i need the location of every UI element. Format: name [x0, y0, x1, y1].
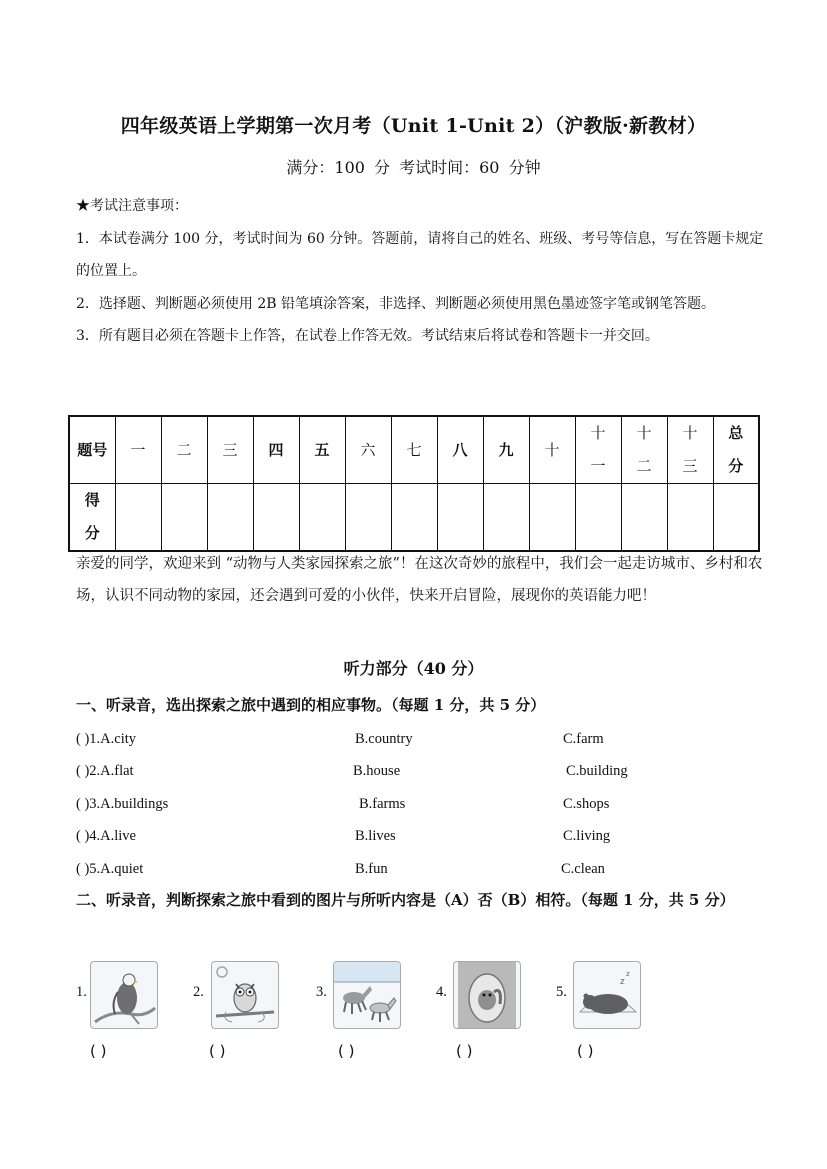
- page-title: 四年级英语上学期第一次月考（Unit 1-Unit 2）（沪教版·新教材）: [120, 115, 707, 137]
- column-header: 十一: [575, 416, 621, 484]
- picture-number: 4.: [436, 984, 447, 1000]
- question-option-a[interactable]: ( )3.A.buildings: [76, 796, 169, 812]
- note-item: 3．所有题目必须在答题卡上作答，在试卷上作答无效。考试结束后将试卷和答题卡一并交回。: [76, 328, 659, 344]
- squirrel-icon: [453, 961, 521, 1029]
- answer-blank[interactable]: ( ): [577, 1042, 594, 1060]
- score-cell[interactable]: [667, 484, 713, 552]
- score-label-cell: 得分: [69, 484, 115, 552]
- score-cell[interactable]: [437, 484, 483, 552]
- answer-blank[interactable]: ( ): [338, 1042, 355, 1060]
- question-option-b[interactable]: B.country: [355, 731, 413, 747]
- note-item: 1．本试卷满分 100 分，考试时间为 60 分钟。答题前，请将自己的姓名、班级、考号等信息，写在答题卡规定的位置上。: [76, 230, 764, 279]
- svg-text:z: z: [626, 970, 630, 978]
- score-cell[interactable]: [299, 484, 345, 552]
- score-cell[interactable]: [713, 484, 759, 552]
- answer-blank[interactable]: ( ): [209, 1042, 226, 1060]
- question-option-a[interactable]: ( )1.A.city: [76, 731, 136, 747]
- column-header: 二: [161, 416, 207, 484]
- horses-icon: [333, 961, 401, 1029]
- eagle-icon: [90, 961, 158, 1029]
- column-header: 七: [391, 416, 437, 484]
- question-option-b[interactable]: B.fun: [355, 861, 388, 877]
- picture-number: 2.: [193, 984, 204, 1000]
- score-cell[interactable]: [621, 484, 667, 552]
- question-option-b[interactable]: B.house: [353, 763, 401, 779]
- score-cell[interactable]: [483, 484, 529, 552]
- intro-paragraph: 亲爱的同学，欢迎来到 “动物与人类家园探索之旅”！在这次奇妙的旅程中，我们会一起走访城市、乡村和农场，认识不同动物的家园，还会遇到可爱的小伙伴，快来开启冒险，展现你的英语能力吧！: [76, 556, 763, 604]
- exam-notes: [76, 190, 766, 353]
- owl-icon: [211, 961, 279, 1029]
- score-cell[interactable]: [161, 484, 207, 552]
- question-row: [76, 828, 766, 858]
- score-cell[interactable]: [529, 484, 575, 552]
- question-option-c[interactable]: C.shops: [563, 796, 610, 812]
- score-table: [68, 415, 760, 552]
- column-header: 十: [529, 416, 575, 484]
- score-cell[interactable]: [253, 484, 299, 552]
- column-header: 十二: [621, 416, 667, 484]
- column-header: 一: [115, 416, 161, 484]
- svg-text:z: z: [620, 977, 625, 987]
- column-header: 四: [253, 416, 299, 484]
- column-header: 八: [437, 416, 483, 484]
- notes-heading: ★考试注意事项：: [76, 198, 188, 214]
- column-header: 总分: [713, 416, 759, 484]
- question-option-c[interactable]: C.building: [566, 763, 628, 779]
- score-cell[interactable]: [207, 484, 253, 552]
- column-header: 三: [207, 416, 253, 484]
- picture-number: 5.: [556, 984, 567, 1000]
- column-header: 五: [299, 416, 345, 484]
- question-row: [76, 731, 766, 761]
- answer-blank[interactable]: ( ): [90, 1042, 107, 1060]
- score-cell[interactable]: [575, 484, 621, 552]
- question-option-a[interactable]: ( )4.A.live: [76, 828, 136, 844]
- question-row: [76, 796, 766, 826]
- score-cell[interactable]: [345, 484, 391, 552]
- column-header: 九: [483, 416, 529, 484]
- part2-heading: 二、听录音，判断探索之旅中看到的图片与所听内容是（A）否（B）相符。（每题 1 分，共 5 分）: [76, 891, 735, 909]
- picture-row: [76, 958, 766, 1078]
- question-option-a[interactable]: ( )5.A.quiet: [76, 861, 144, 877]
- question-option-c[interactable]: C.living: [563, 828, 611, 844]
- column-header: 十三: [667, 416, 713, 484]
- score-table-header-row: [69, 416, 759, 484]
- picture-number: 1.: [76, 984, 87, 1000]
- question-row: [76, 763, 766, 793]
- score-cell[interactable]: [391, 484, 437, 552]
- score-table-score-row: [69, 484, 759, 552]
- answer-blank[interactable]: ( ): [456, 1042, 473, 1060]
- question-option-a[interactable]: ( )2.A.flat: [76, 763, 134, 779]
- note-item: 2．选择题、判断题必须使用 2B 铅笔填涂答案，非选择、判断题必须使用黑色墨迹签字笔或钢笔答题。: [76, 295, 716, 312]
- part1-heading: 一、听录音，选出探索之旅中遇到的相应事物。（每题 1 分，共 5 分）: [76, 696, 546, 714]
- question-option-c[interactable]: C.clean: [561, 861, 605, 877]
- question-option-b[interactable]: B.lives: [355, 828, 396, 844]
- listening-section-title: 听力部分（40 分）: [343, 659, 484, 678]
- exam-meta: 满分：100 分 考试时间：60 分钟: [286, 158, 541, 177]
- score-cell[interactable]: [115, 484, 161, 552]
- question-option-b[interactable]: B.farms: [359, 796, 406, 812]
- header-label-cell: 题号: [69, 416, 115, 484]
- column-header: 六: [345, 416, 391, 484]
- question-option-c[interactable]: C.farm: [563, 731, 604, 747]
- picture-number: 3.: [316, 984, 327, 1000]
- bear-icon: [573, 961, 641, 1029]
